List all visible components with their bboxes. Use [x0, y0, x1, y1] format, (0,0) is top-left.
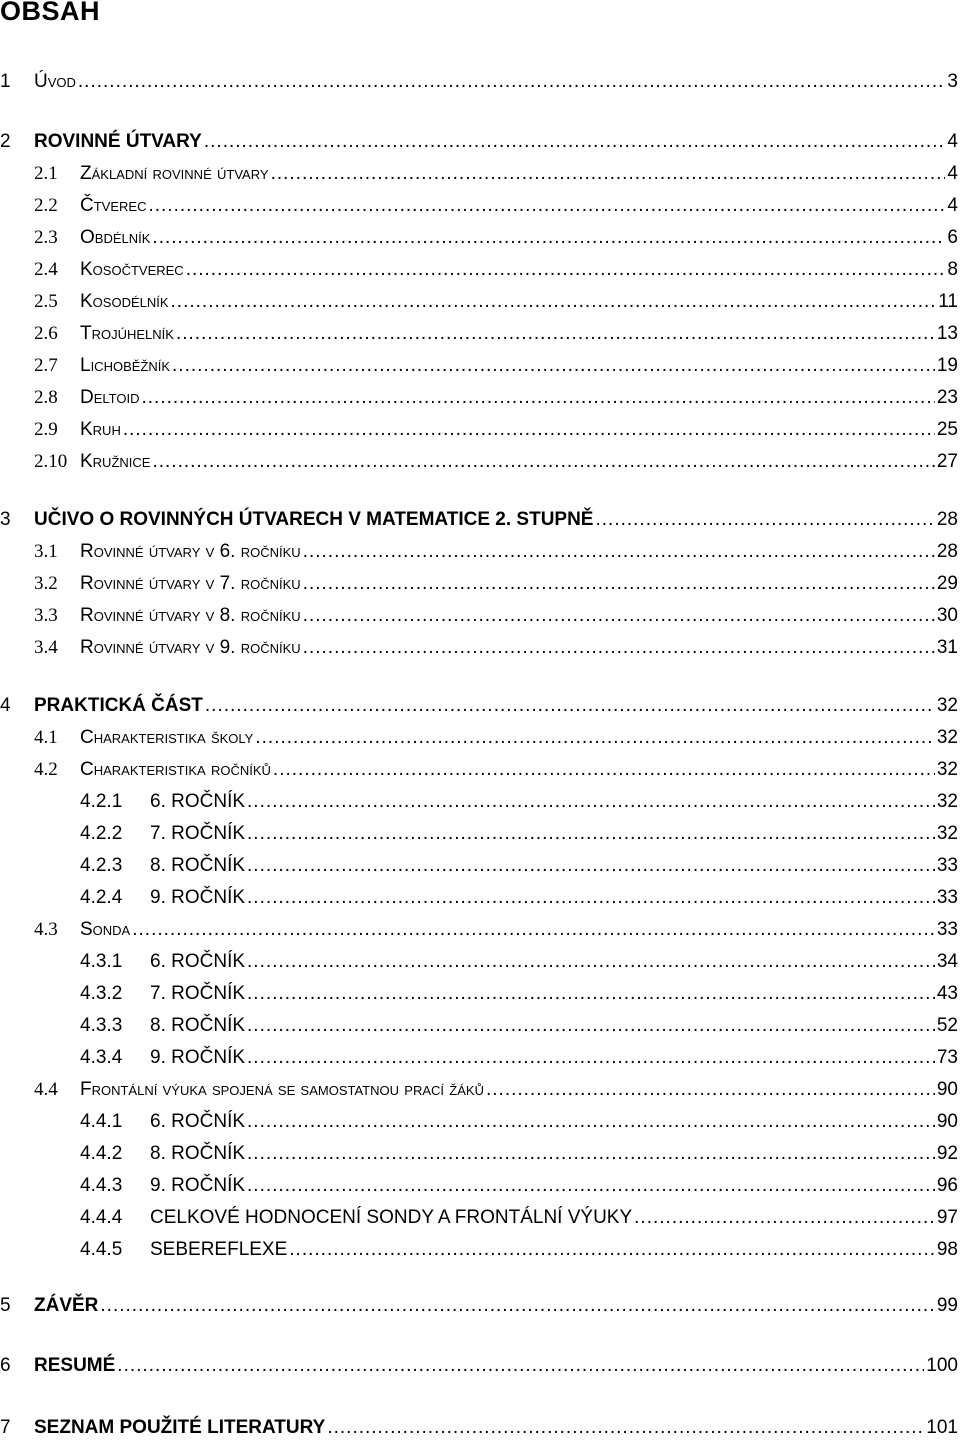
toc-entry[interactable]	[0, 980, 958, 1008]
toc-entry-number: 3.4	[34, 637, 58, 658]
toc-entry-label: 9. ROČNÍK	[150, 887, 246, 908]
toc-entry-label: Kružnice	[80, 451, 151, 472]
toc-entry[interactable]	[0, 570, 958, 598]
toc-dot-leader	[148, 192, 945, 220]
toc-entry-number: 4.4.2	[80, 1143, 123, 1164]
toc-entry-label: 6. ROČNÍK	[150, 791, 246, 812]
toc-entry[interactable]	[0, 288, 958, 316]
toc-entry[interactable]	[0, 1076, 958, 1104]
toc-entry-number: 2.10	[34, 451, 68, 472]
toc-dot-leader	[141, 384, 934, 412]
toc-entry-number: 4.2.2	[80, 823, 123, 844]
toc-entry-page: 4	[947, 163, 958, 184]
toc-dot-leader	[303, 634, 935, 662]
toc-entry-page: 30	[936, 605, 958, 626]
toc-entry[interactable]	[0, 692, 958, 720]
toc-entry[interactable]	[0, 538, 958, 566]
toc-entry[interactable]	[0, 1044, 958, 1072]
toc-entry-label: 9. ROČNÍK	[150, 1047, 246, 1068]
toc-dot-leader	[247, 1108, 935, 1136]
toc-entry-page: 27	[936, 451, 958, 472]
toc-dot-leader	[186, 256, 946, 284]
toc-entry-number: 3.1	[34, 541, 58, 562]
toc-entry-number: 2.2	[34, 195, 58, 216]
toc-entry-number: 2.5	[34, 291, 58, 312]
toc-entry[interactable]	[0, 1172, 958, 1200]
toc-entry-page: 99	[936, 1295, 958, 1316]
toc-entry-label: Sonda	[80, 919, 131, 940]
toc-entry[interactable]	[0, 884, 958, 912]
toc-entry[interactable]	[0, 724, 958, 752]
toc-entry-label: 8. ROČNÍK	[150, 1143, 246, 1164]
toc-entry[interactable]	[0, 852, 958, 880]
toc-entry-number: 2	[0, 131, 11, 152]
toc-entry-number: 4.3.1	[80, 951, 123, 972]
toc-entry-number: 4.2.3	[80, 855, 123, 876]
toc-entry-page: 28	[936, 509, 958, 530]
toc-entry-page: 101	[926, 1417, 958, 1438]
toc-entry-page: 33	[936, 919, 958, 940]
toc-entry-page: 33	[936, 855, 958, 876]
toc-entry[interactable]	[0, 788, 958, 816]
toc-entry-number: 6	[0, 1355, 11, 1376]
toc-entry-label: Rovinné útvary v 9. ročníku	[80, 637, 301, 658]
toc-entry-label: Kosodélník	[80, 291, 169, 312]
toc-entry-number: 4.1	[34, 727, 58, 748]
toc-entry-page: 97	[936, 1207, 958, 1228]
toc-entry-page: 11	[938, 291, 958, 312]
toc-dot-leader	[204, 128, 946, 156]
toc-entry-page: 32	[936, 695, 958, 716]
toc-entry-label: Rovinné útvary v 7. ročníku	[80, 573, 301, 594]
toc-entry[interactable]	[0, 1140, 958, 1168]
toc-entry-page: 31	[936, 637, 958, 658]
toc-entry-label: 7. ROČNÍK	[150, 823, 246, 844]
toc-entry-page: 3	[947, 71, 958, 92]
toc-entry[interactable]	[0, 68, 958, 96]
toc-entry-page: 90	[936, 1079, 958, 1100]
toc-entry-number: 2.1	[34, 163, 58, 184]
toc-dot-leader	[247, 820, 935, 848]
toc-dot-leader	[634, 1204, 935, 1232]
toc-entry-label: 7. ROČNÍK	[150, 983, 246, 1004]
toc-dot-leader	[123, 416, 935, 444]
toc-entry[interactable]	[0, 224, 958, 252]
toc-entry-label: Charakteristika ročníků	[80, 759, 271, 780]
toc-entry[interactable]	[0, 1108, 958, 1136]
toc-entry-number: 4	[0, 695, 11, 716]
toc-entry-page: 96	[936, 1175, 958, 1196]
toc-entry-label: SEBEREFLEXE	[150, 1239, 288, 1260]
toc-entry-number: 4.4	[34, 1079, 58, 1100]
toc-entry-label: Čtverec	[80, 195, 147, 216]
toc-entry-number: 2.8	[34, 387, 58, 408]
toc-entry-page: 32	[936, 759, 958, 780]
toc-entry-page: 29	[936, 573, 958, 594]
toc-dot-leader	[247, 1012, 935, 1040]
toc-entry-number: 4.3.2	[80, 983, 123, 1004]
toc-entry-number: 4.3.3	[80, 1015, 123, 1036]
toc-entry-page: 28	[936, 541, 958, 562]
toc-entry-number: 2.9	[34, 419, 58, 440]
toc-entry-label: Kruh	[80, 419, 121, 440]
toc-entry-page: 32	[936, 791, 958, 812]
toc-dot-leader	[247, 948, 935, 976]
toc-entry[interactable]	[0, 1236, 958, 1264]
toc-entry-page: 25	[936, 419, 958, 440]
toc-entry[interactable]	[0, 192, 958, 220]
toc-dot-leader	[289, 1236, 935, 1264]
toc-dot-leader	[152, 224, 945, 252]
toc-entry-label: 6. ROČNÍK	[150, 951, 246, 972]
toc-entry[interactable]	[0, 602, 958, 630]
toc-dot-leader	[273, 756, 935, 784]
toc-entry[interactable]	[0, 948, 958, 976]
toc-entry[interactable]	[0, 448, 958, 476]
toc-entry-label: SEZNAM POUŽITÉ LITERATURY	[34, 1417, 326, 1438]
toc-dot-leader	[247, 980, 935, 1008]
toc-entry[interactable]	[0, 256, 958, 284]
toc-entry-label: 6. ROČNÍK	[150, 1111, 246, 1132]
toc-entry-page: 4	[947, 131, 958, 152]
toc-entry-number: 2.3	[34, 227, 58, 248]
toc-entry[interactable]	[0, 384, 958, 412]
toc-entry-page: 34	[936, 951, 958, 972]
toc-entry[interactable]	[0, 1292, 958, 1320]
toc-dot-leader	[303, 570, 935, 598]
toc-entry-number: 4.4.3	[80, 1175, 123, 1196]
toc-dot-leader	[171, 288, 937, 316]
toc-entry-label: Lichoběžník	[80, 355, 171, 376]
toc-dot-leader	[176, 320, 935, 348]
toc-entry[interactable]	[0, 1012, 958, 1040]
toc-entry-number: 3.2	[34, 573, 58, 594]
toc-entry-page: 4	[947, 195, 958, 216]
toc-entry[interactable]	[0, 916, 958, 944]
toc-entry-number: 4.2.1	[80, 791, 123, 812]
toc-entry-page: 43	[936, 983, 958, 1004]
toc-entry-page: 33	[936, 887, 958, 908]
toc-entry-page: 52	[936, 1015, 958, 1036]
toc-entry-label: Rovinné útvary v 8. ročníku	[80, 605, 301, 626]
toc-entry-page: 90	[936, 1111, 958, 1132]
toc-dot-leader	[117, 1352, 924, 1380]
toc-entry-label: 8. ROČNÍK	[150, 855, 246, 876]
toc-dot-leader	[247, 788, 935, 816]
toc-entry-number: 2.7	[34, 355, 58, 376]
toc-entry-page: 6	[947, 227, 958, 248]
toc-dot-leader	[255, 724, 935, 752]
toc-entry-page: 100	[926, 1355, 958, 1376]
toc-entry-label: Úvod	[34, 71, 76, 92]
toc-entry-label: Obdélník	[80, 227, 151, 248]
toc-dot-leader	[247, 852, 935, 880]
toc-entry-number: 4.3.4	[80, 1047, 123, 1068]
toc-dot-leader	[78, 68, 946, 96]
toc-entry-page: 8	[947, 259, 958, 280]
toc-entry[interactable]	[0, 1204, 958, 1232]
toc-entry-number: 3.3	[34, 605, 58, 626]
toc-dot-leader	[132, 916, 935, 944]
toc-dot-leader	[303, 538, 935, 566]
toc-dot-leader	[100, 1292, 934, 1320]
toc-entry[interactable]	[0, 634, 958, 662]
toc-entry-page: 92	[936, 1143, 958, 1164]
toc-entry-label: CELKOVÉ HODNOCENÍ SONDY A FRONTÁLNÍ VÝUKY	[150, 1207, 633, 1228]
toc-entry-page: 32	[936, 727, 958, 748]
toc-dot-leader	[486, 1076, 935, 1104]
toc-entry[interactable]	[0, 416, 958, 444]
toc-entry-label: 9. ROČNÍK	[150, 1175, 246, 1196]
toc-entry[interactable]	[0, 820, 958, 848]
toc-entry-page: 23	[936, 387, 958, 408]
toc-dot-leader	[271, 160, 946, 188]
toc-dot-leader	[247, 1140, 935, 1168]
toc-entry-label: Frontální výuka spojená se samostatnou prací žáků	[80, 1079, 484, 1100]
toc-entry-page: 19	[936, 355, 958, 376]
toc-entry[interactable]	[0, 756, 958, 784]
toc-entry-label: ZÁVĚR	[34, 1295, 99, 1316]
toc-dot-leader	[595, 506, 934, 534]
toc-entry-label: Trojúhelník	[80, 323, 174, 344]
toc-dot-leader	[247, 884, 935, 912]
toc-entry-page: 98	[936, 1239, 958, 1260]
toc-entry[interactable]	[0, 160, 958, 188]
toc-entry-label: ROVINNÉ ÚTVARY	[34, 131, 202, 152]
toc-dot-leader	[247, 1172, 935, 1200]
toc-entry-number: 3	[0, 509, 11, 530]
toc-entry-label: 8. ROČNÍK	[150, 1015, 246, 1036]
toc-entry-label: Základní rovinné útvary	[80, 163, 269, 184]
toc-entry[interactable]	[0, 128, 958, 156]
toc-entry-number: 4.4.5	[80, 1239, 123, 1260]
toc-entry[interactable]	[0, 320, 958, 348]
toc-entry[interactable]	[0, 1352, 958, 1380]
toc-dot-leader	[205, 692, 935, 720]
toc-entry-label: Kosočtverec	[80, 259, 184, 280]
toc-entry-label: UČIVO O ROVINNÝCH ÚTVARECH V MATEMATICE 2. STUPNĚ	[34, 509, 594, 530]
toc-dot-leader	[247, 1044, 935, 1072]
toc-dot-leader	[152, 448, 934, 476]
toc-entry-number: 4.4.1	[80, 1111, 123, 1132]
toc-entry-number: 4.4.4	[80, 1207, 123, 1228]
toc-entry[interactable]	[0, 506, 958, 534]
toc-entry-number: 4.2.4	[80, 887, 123, 908]
toc-entry-number: 1	[0, 71, 11, 92]
toc-entry-number: 4.3	[34, 919, 58, 940]
toc-dot-leader	[172, 352, 935, 380]
toc-entry-page: 73	[936, 1047, 958, 1068]
toc-entry-number: 2.6	[34, 323, 58, 344]
page-title: OBSAH	[0, 0, 101, 26]
toc-entry-page: 32	[936, 823, 958, 844]
toc-entry-label: Rovinné útvary v 6. ročníku	[80, 541, 301, 562]
toc-entry-label: Charakteristika školy	[80, 727, 254, 748]
toc-entry[interactable]	[0, 352, 958, 380]
toc-entry-number: 4.2	[34, 759, 58, 780]
toc-entry-number: 2.4	[34, 259, 58, 280]
toc-entry-page: 13	[936, 323, 958, 344]
toc-entry-label: Deltoid	[80, 387, 140, 408]
toc-dot-leader	[303, 602, 935, 630]
toc-entry-number: 5	[0, 1295, 11, 1316]
toc-entry-label: PRAKTICKÁ ČÁST	[34, 695, 203, 716]
toc-entry-number: 7	[0, 1417, 11, 1438]
toc-entry-label: RESUMÉ	[34, 1355, 116, 1376]
